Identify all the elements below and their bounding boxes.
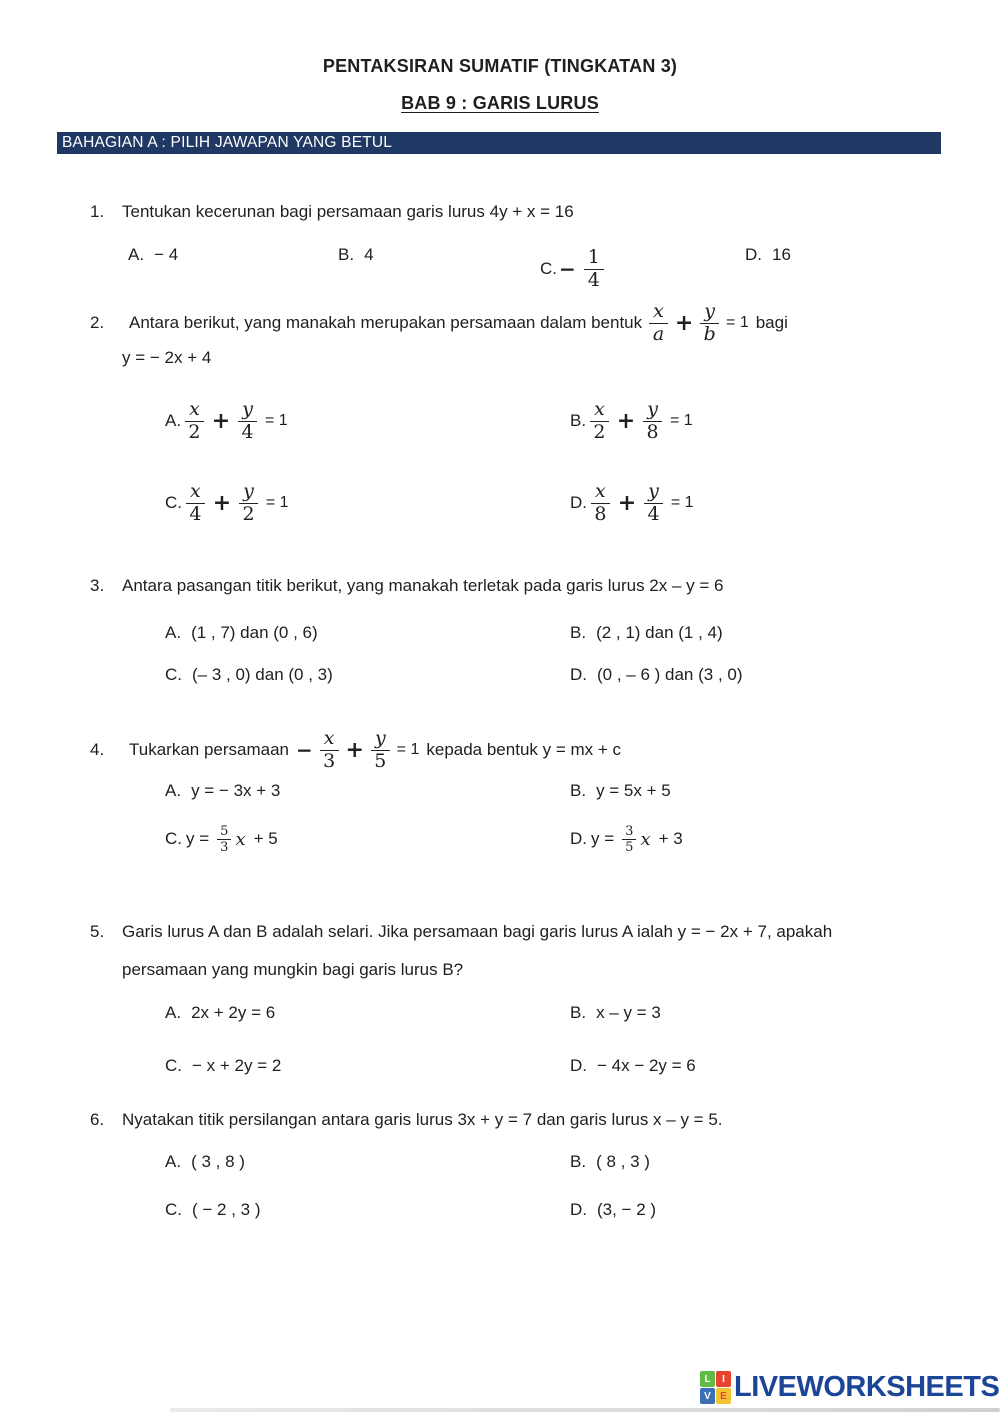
option-label: A. [128,245,145,264]
plus-sign: + [212,490,232,516]
question-number: 3. [90,576,105,595]
plus-sign: + [345,737,364,763]
q6-option-a[interactable] [165,1152,245,1172]
page-bottom-artifact [170,1408,1000,1412]
option-label: A. [165,781,182,800]
question-5 [90,922,832,942]
option-text: ( − 2 , 3 ) [192,1200,261,1219]
option-text: ( 3 , 8 ) [191,1152,245,1171]
fraction-denominator: 5 [374,749,387,772]
question-2-line-2: y = − 2x + 4 [122,348,212,367]
q6-option-d[interactable] [570,1200,656,1220]
q2-option-c[interactable] [165,475,297,531]
option-text: (– 3 , 0) dan (0 , 3) [192,665,333,684]
fraction-denominator: 5 [625,839,634,855]
option-label: D. [570,829,587,848]
fraction [584,245,604,291]
question-text: Nyatakan titik persilangan antara garis lurus 3x + y = 7 dan garis lurus x – y = 5. [122,1110,723,1129]
fraction-numerator: y [643,400,662,422]
option-label: A. [165,411,182,430]
fraction [622,825,636,854]
option-label: C. [165,665,182,684]
question-number: 6. [90,1110,105,1129]
fraction-denominator: a [652,322,665,345]
fraction-numerator: y [239,482,258,504]
section-banner: BAHAGIAN A : PILIH JAWAPAN YANG BETUL [57,132,941,154]
fraction-denominator: 8 [594,502,607,525]
fraction [185,397,204,443]
liveworksheets-logo-icon [700,1371,731,1404]
fraction-numerator: x [320,729,339,751]
option-text: + 5 [253,829,278,848]
question-number: 5. [90,922,105,941]
option-label: B. [570,1003,587,1022]
fraction-denominator: 4 [587,268,600,291]
option-text: (3, − 2 ) [597,1200,657,1219]
plus-sign: + [674,310,694,336]
fraction-numerator: x [186,482,205,504]
q4-option-c[interactable] [165,820,286,858]
logo-square-i: I [716,1371,731,1387]
fraction [320,726,339,772]
q1-option-d[interactable] [745,245,791,265]
fraction [239,479,258,525]
fraction [186,479,205,525]
q1-option-b[interactable] [338,245,374,265]
fraction [371,726,390,772]
logo-wordmark: LIVEWORKSHEETS [734,1371,1000,1403]
fraction-denominator: b [703,322,716,345]
question-6 [90,1110,723,1130]
fraction-denominator: 3 [323,749,336,772]
question-2 [90,299,795,347]
equals-text: = 1 [726,314,749,331]
fraction-numerator: x [649,302,668,324]
option-label: D. [570,493,587,512]
fraction [238,397,257,443]
q1-option-c[interactable] [540,241,612,297]
fraction-denominator: 4 [241,420,254,443]
option-label: D. [570,1056,587,1075]
option-text: − 4 [154,245,179,264]
option-label: B. [570,623,587,642]
q5-option-d[interactable] [570,1056,696,1076]
fraction-numerator: x [591,482,610,504]
fraction-denominator: 2 [188,420,201,443]
option-label: C. [540,259,557,278]
fraction [643,397,662,443]
option-text: 2x + 2y = 6 [191,1003,276,1022]
option-label: D. [570,1200,587,1219]
fraction [649,299,668,345]
question-text: Tukarkan persamaan [129,740,290,759]
option-label: A. [165,623,182,642]
fraction-denominator: 4 [647,502,660,525]
q1-option-a[interactable] [128,245,178,265]
option-text: 16 [772,245,791,264]
fraction-denominator: 2 [593,420,606,443]
q4-option-d[interactable] [570,820,691,858]
equals-text: = 1 [670,494,694,511]
fraction [700,299,719,345]
option-text: − x + 2y = 2 [192,1056,282,1075]
equals-text: = 1 [265,494,289,511]
logo-square-l: L [700,1371,715,1387]
option-text: y = [591,829,615,848]
page-subtitle: BAB 9 : GARIS LURUS [401,93,599,113]
question-5-line-2: persamaan yang mungkin bagi garis lurus B? [122,960,464,979]
minus-sign: − [296,738,313,762]
fraction [591,479,610,525]
option-text: y = 5x + 5 [596,781,671,800]
math-variable: x [640,828,651,850]
fraction-numerator: y [700,302,719,324]
option-label: B. [338,245,355,264]
question-text-after: kepada bentuk y = mx + c [426,740,622,759]
option-label: A. [165,1003,182,1022]
question-text-after: bagi [755,313,788,332]
plus-sign: + [211,408,231,434]
option-label: B. [570,781,587,800]
option-label: D. [745,245,762,264]
logo-square-e: E [716,1388,731,1404]
option-label: C. [165,1056,182,1075]
option-label: D. [570,665,587,684]
plus-sign: + [616,408,636,434]
option-text: (2 , 1) dan (1 , 4) [596,623,723,642]
option-label: B. [570,1152,587,1171]
q5-option-c[interactable] [165,1056,281,1076]
q2-option-d[interactable] [570,475,702,531]
question-1 [90,202,574,222]
fraction-numerator: y [238,400,257,422]
page-title: PENTAKSIRAN SUMATIF (TINGKATAN 3) [322,56,678,76]
question-number: 4. [90,740,105,759]
option-text: 4 [364,245,374,264]
option-text: y = − 3x + 3 [191,781,281,800]
fraction [217,825,231,854]
question-4 [90,725,628,775]
fraction-denominator: 8 [646,420,659,443]
option-label: C. [165,493,182,512]
option-text: y = [186,829,210,848]
q2-option-b[interactable] [570,393,701,449]
minus-sign: − [559,257,576,281]
option-text: x – y = 3 [596,1003,661,1022]
math-variable: x [235,828,246,850]
question-3 [90,576,724,596]
q3-option-c[interactable] [165,665,333,685]
option-label: C. [165,1200,182,1219]
option-text: ( 8 , 3 ) [596,1152,650,1171]
q6-option-b[interactable] [570,1152,650,1172]
fraction-denominator: 3 [220,839,229,855]
fraction-numerator: 5 [217,825,231,840]
question-text: Garis lurus A dan B adalah selari. Jika persamaan bagi garis lurus A ialah y = − 2x + 7, apakah [122,922,833,941]
option-text: (0 , – 6 ) dan (3 , 0) [597,665,743,684]
question-text: Tentukan kecerunan bagi persamaan garis lurus 4y + x = 16 [122,202,574,221]
q4-option-a[interactable] [165,781,280,801]
fraction-numerator: x [590,400,609,422]
q4-option-b[interactable] [570,781,671,801]
equals-text: = 1 [264,412,288,429]
q5-option-a[interactable] [165,1003,275,1023]
plus-sign: + [617,490,637,516]
q3-option-d[interactable] [570,665,743,685]
fraction-numerator: y [371,729,390,751]
equals-text: = 1 [669,412,693,429]
option-text: (1 , 7) dan (0 , 6) [191,623,318,642]
q5-option-b[interactable] [570,1003,661,1023]
q3-option-b[interactable] [570,623,723,643]
question-text: Antara pasangan titik berikut, yang manakah terletak pada garis lurus 2x – y = 6 [122,576,724,595]
equals-text: = 1 [396,741,420,758]
option-label: A. [165,1152,182,1171]
q2-option-a[interactable] [165,393,296,449]
fraction [590,397,609,443]
logo-square-v: V [700,1388,715,1404]
fraction-numerator: x [185,400,204,422]
fraction-numerator: 3 [622,825,636,840]
liveworksheets-logo[interactable] [700,1371,999,1404]
q3-option-a[interactable] [165,623,318,643]
option-text: + 3 [658,829,683,848]
q6-option-c[interactable] [165,1200,261,1220]
fraction-denominator: 2 [242,502,255,525]
fraction [644,479,663,525]
option-label: B. [570,411,587,430]
fraction-denominator: 4 [189,502,202,525]
fraction-numerator: 1 [584,248,604,270]
question-text: Antara berikut, yang manakah merupakan persamaan dalam bentuk [129,313,643,332]
question-number: 1. [90,202,105,221]
fraction-numerator: y [644,482,663,504]
question-number: 2. [90,313,105,332]
option-text: − 4x − 2y = 6 [597,1056,696,1075]
option-label: C. [165,829,182,848]
